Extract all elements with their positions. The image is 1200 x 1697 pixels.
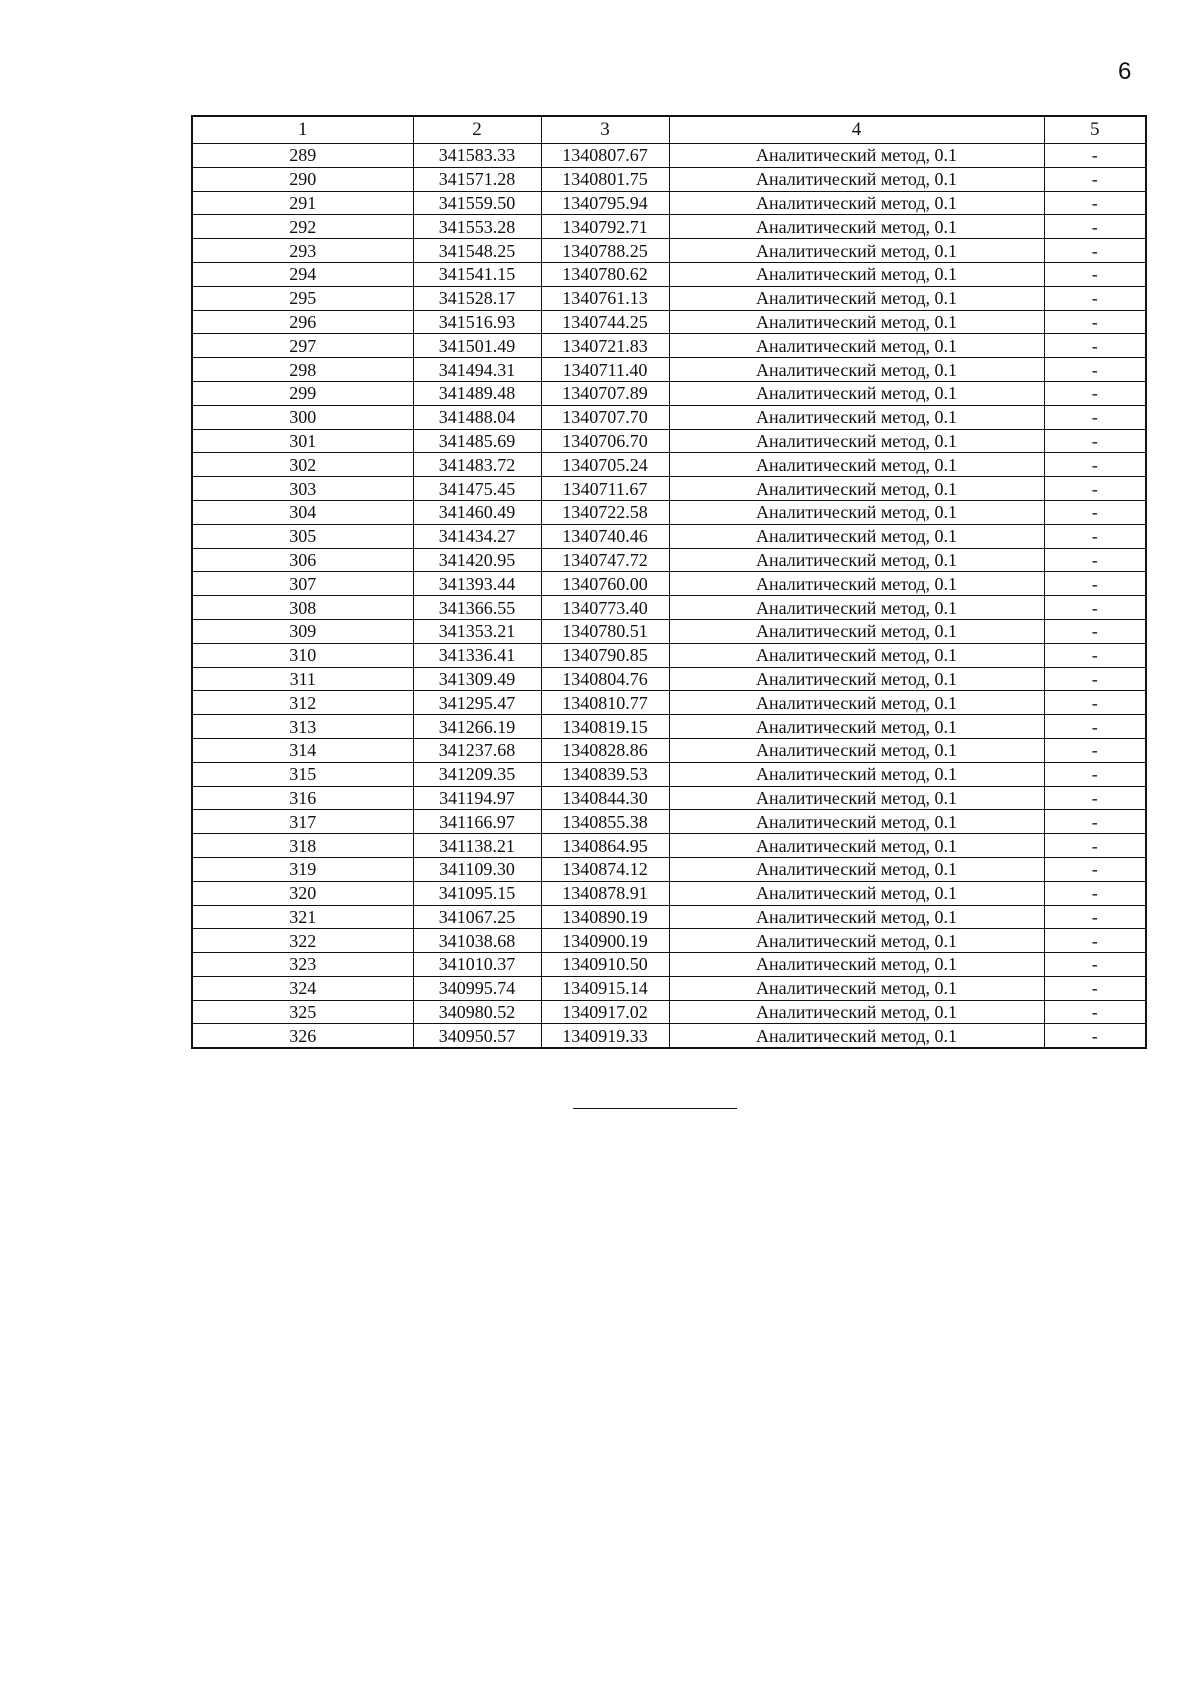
table-row (192, 619, 1146, 643)
cell-note: - (1044, 144, 1146, 168)
table-row (192, 881, 1146, 905)
cell-coordinate-x: 341336.41 (413, 643, 541, 667)
cell-method-accuracy: Аналитический метод, 0.1 (669, 358, 1044, 382)
table-row (192, 953, 1146, 977)
table-header-row (192, 116, 1146, 144)
coordinates-table (191, 115, 1147, 1049)
cell-coordinate-x: 341038.68 (413, 929, 541, 953)
cell-coordinate-x: 341501.49 (413, 334, 541, 358)
cell-coordinate-y: 1340890.19 (541, 905, 669, 929)
table-row (192, 786, 1146, 810)
cell-coordinate-x: 341516.93 (413, 310, 541, 334)
cell-note: - (1044, 524, 1146, 548)
table-row (192, 905, 1146, 929)
cell-note: - (1044, 619, 1146, 643)
table-row (192, 1024, 1146, 1048)
table-row (192, 167, 1146, 191)
cell-coordinate-x: 340980.52 (413, 1000, 541, 1024)
table-row (192, 239, 1146, 263)
cell-method-accuracy: Аналитический метод, 0.1 (669, 262, 1044, 286)
cell-coordinate-y: 1340788.25 (541, 239, 669, 263)
table-row (192, 477, 1146, 501)
cell-coordinate-x: 341460.49 (413, 500, 541, 524)
cell-point-number: 301 (192, 429, 413, 453)
cell-coordinate-x: 341309.49 (413, 667, 541, 691)
cell-coordinate-y: 1340780.62 (541, 262, 669, 286)
cell-point-number: 294 (192, 262, 413, 286)
cell-note: - (1044, 667, 1146, 691)
table-row (192, 643, 1146, 667)
cell-note: - (1044, 167, 1146, 191)
cell-coordinate-x: 341494.31 (413, 358, 541, 382)
cell-point-number: 293 (192, 239, 413, 263)
cell-coordinate-x: 341295.47 (413, 691, 541, 715)
table-row (192, 929, 1146, 953)
cell-coordinate-x: 341553.28 (413, 215, 541, 239)
cell-coordinate-y: 1340807.67 (541, 144, 669, 168)
table-row (192, 834, 1146, 858)
cell-coordinate-y: 1340915.14 (541, 976, 669, 1000)
cell-coordinate-y: 1340828.86 (541, 738, 669, 762)
cell-method-accuracy: Аналитический метод, 0.1 (669, 667, 1044, 691)
cell-note: - (1044, 405, 1146, 429)
table-row (192, 715, 1146, 739)
cell-coordinate-y: 1340711.67 (541, 477, 669, 501)
cell-point-number: 300 (192, 405, 413, 429)
cell-point-number: 325 (192, 1000, 413, 1024)
table-row (192, 191, 1146, 215)
cell-point-number: 296 (192, 310, 413, 334)
cell-method-accuracy: Аналитический метод, 0.1 (669, 953, 1044, 977)
table-row (192, 691, 1146, 715)
cell-point-number: 298 (192, 358, 413, 382)
cell-note: - (1044, 262, 1146, 286)
column-header-5: 5 (1044, 116, 1146, 144)
cell-point-number: 323 (192, 953, 413, 977)
cell-method-accuracy: Аналитический метод, 0.1 (669, 691, 1044, 715)
cell-coordinate-y: 1340760.00 (541, 572, 669, 596)
cell-coordinate-x: 341138.21 (413, 834, 541, 858)
cell-note: - (1044, 857, 1146, 881)
table-row (192, 358, 1146, 382)
cell-coordinate-y: 1340705.24 (541, 453, 669, 477)
cell-method-accuracy: Аналитический метод, 0.1 (669, 429, 1044, 453)
cell-method-accuracy: Аналитический метод, 0.1 (669, 405, 1044, 429)
cell-coordinate-x: 341488.04 (413, 405, 541, 429)
cell-point-number: 316 (192, 786, 413, 810)
cell-note: - (1044, 715, 1146, 739)
cell-method-accuracy: Аналитический метод, 0.1 (669, 191, 1044, 215)
cell-coordinate-y: 1340844.30 (541, 786, 669, 810)
cell-coordinate-x: 341541.15 (413, 262, 541, 286)
cell-point-number: 305 (192, 524, 413, 548)
cell-note: - (1044, 810, 1146, 834)
column-header-1: 1 (192, 116, 413, 144)
cell-point-number: 290 (192, 167, 413, 191)
cell-point-number: 320 (192, 881, 413, 905)
cell-point-number: 297 (192, 334, 413, 358)
cell-note: - (1044, 572, 1146, 596)
end-of-document-rule (573, 1108, 737, 1109)
cell-coordinate-x: 340950.57 (413, 1024, 541, 1048)
table-row (192, 429, 1146, 453)
table-row (192, 1000, 1146, 1024)
cell-note: - (1044, 738, 1146, 762)
cell-coordinate-x: 341095.15 (413, 881, 541, 905)
cell-coordinate-y: 1340722.58 (541, 500, 669, 524)
cell-coordinate-y: 1340773.40 (541, 596, 669, 620)
column-header-4: 4 (669, 116, 1044, 144)
cell-coordinate-y: 1340706.70 (541, 429, 669, 453)
cell-point-number: 295 (192, 286, 413, 310)
cell-coordinate-y: 1340919.33 (541, 1024, 669, 1048)
cell-note: - (1044, 762, 1146, 786)
table-row (192, 310, 1146, 334)
cell-method-accuracy: Аналитический метод, 0.1 (669, 619, 1044, 643)
cell-note: - (1044, 191, 1146, 215)
cell-note: - (1044, 477, 1146, 501)
cell-coordinate-x: 341166.97 (413, 810, 541, 834)
cell-coordinate-x: 341559.50 (413, 191, 541, 215)
table-row (192, 548, 1146, 572)
cell-method-accuracy: Аналитический метод, 0.1 (669, 524, 1044, 548)
cell-method-accuracy: Аналитический метод, 0.1 (669, 144, 1044, 168)
cell-method-accuracy: Аналитический метод, 0.1 (669, 453, 1044, 477)
cell-note: - (1044, 429, 1146, 453)
cell-coordinate-x: 341489.48 (413, 381, 541, 405)
cell-point-number: 326 (192, 1024, 413, 1048)
cell-point-number: 303 (192, 477, 413, 501)
cell-note: - (1044, 381, 1146, 405)
cell-method-accuracy: Аналитический метод, 0.1 (669, 286, 1044, 310)
column-header-2: 2 (413, 116, 541, 144)
table-row (192, 667, 1146, 691)
cell-note: - (1044, 834, 1146, 858)
cell-coordinate-y: 1340804.76 (541, 667, 669, 691)
cell-method-accuracy: Аналитический метод, 0.1 (669, 381, 1044, 405)
cell-method-accuracy: Аналитический метод, 0.1 (669, 834, 1044, 858)
cell-point-number: 314 (192, 738, 413, 762)
cell-coordinate-y: 1340839.53 (541, 762, 669, 786)
cell-note: - (1044, 905, 1146, 929)
cell-method-accuracy: Аналитический метод, 0.1 (669, 1000, 1044, 1024)
cell-coordinate-y: 1340900.19 (541, 929, 669, 953)
cell-coordinate-x: 341209.35 (413, 762, 541, 786)
cell-point-number: 299 (192, 381, 413, 405)
table-row (192, 334, 1146, 358)
cell-point-number: 302 (192, 453, 413, 477)
table-row (192, 215, 1146, 239)
cell-note: - (1044, 953, 1146, 977)
cell-method-accuracy: Аналитический метод, 0.1 (669, 857, 1044, 881)
cell-coordinate-x: 341571.28 (413, 167, 541, 191)
cell-coordinate-y: 1340855.38 (541, 810, 669, 834)
cell-method-accuracy: Аналитический метод, 0.1 (669, 643, 1044, 667)
cell-point-number: 311 (192, 667, 413, 691)
cell-note: - (1044, 310, 1146, 334)
cell-coordinate-y: 1340917.02 (541, 1000, 669, 1024)
cell-point-number: 317 (192, 810, 413, 834)
cell-coordinate-y: 1340707.70 (541, 405, 669, 429)
table-row (192, 286, 1146, 310)
cell-coordinate-x: 341010.37 (413, 953, 541, 977)
table-row (192, 810, 1146, 834)
cell-coordinate-y: 1340819.15 (541, 715, 669, 739)
cell-coordinate-y: 1340910.50 (541, 953, 669, 977)
cell-coordinate-y: 1340795.94 (541, 191, 669, 215)
table-row (192, 572, 1146, 596)
cell-method-accuracy: Аналитический метод, 0.1 (669, 239, 1044, 263)
cell-method-accuracy: Аналитический метод, 0.1 (669, 786, 1044, 810)
cell-point-number: 307 (192, 572, 413, 596)
cell-point-number: 309 (192, 619, 413, 643)
cell-method-accuracy: Аналитический метод, 0.1 (669, 215, 1044, 239)
cell-method-accuracy: Аналитический метод, 0.1 (669, 1024, 1044, 1048)
table-row (192, 524, 1146, 548)
cell-coordinate-x: 341420.95 (413, 548, 541, 572)
cell-point-number: 308 (192, 596, 413, 620)
cell-coordinate-x: 341194.97 (413, 786, 541, 810)
cell-method-accuracy: Аналитический метод, 0.1 (669, 334, 1044, 358)
table-row (192, 976, 1146, 1000)
cell-note: - (1044, 1000, 1146, 1024)
column-header-3: 3 (541, 116, 669, 144)
cell-coordinate-y: 1340874.12 (541, 857, 669, 881)
cell-coordinate-x: 341366.55 (413, 596, 541, 620)
cell-coordinate-x: 341528.17 (413, 286, 541, 310)
cell-coordinate-x: 341483.72 (413, 453, 541, 477)
cell-note: - (1044, 358, 1146, 382)
cell-point-number: 318 (192, 834, 413, 858)
cell-point-number: 313 (192, 715, 413, 739)
cell-coordinate-x: 341237.68 (413, 738, 541, 762)
page-number: 6 (1118, 58, 1132, 85)
cell-coordinate-y: 1340707.89 (541, 381, 669, 405)
cell-point-number: 324 (192, 976, 413, 1000)
cell-point-number: 291 (192, 191, 413, 215)
cell-point-number: 315 (192, 762, 413, 786)
cell-method-accuracy: Аналитический метод, 0.1 (669, 810, 1044, 834)
cell-note: - (1044, 453, 1146, 477)
cell-point-number: 289 (192, 144, 413, 168)
cell-coordinate-y: 1340740.46 (541, 524, 669, 548)
cell-method-accuracy: Аналитический метод, 0.1 (669, 881, 1044, 905)
cell-method-accuracy: Аналитический метод, 0.1 (669, 929, 1044, 953)
cell-coordinate-y: 1340801.75 (541, 167, 669, 191)
cell-point-number: 312 (192, 691, 413, 715)
cell-coordinate-y: 1340790.85 (541, 643, 669, 667)
table-row (192, 405, 1146, 429)
cell-coordinate-y: 1340761.13 (541, 286, 669, 310)
table-row (192, 262, 1146, 286)
cell-note: - (1044, 976, 1146, 1000)
cell-note: - (1044, 881, 1146, 905)
cell-method-accuracy: Аналитический метод, 0.1 (669, 310, 1044, 334)
cell-method-accuracy: Аналитический метод, 0.1 (669, 762, 1044, 786)
cell-point-number: 321 (192, 905, 413, 929)
cell-coordinate-x: 341475.45 (413, 477, 541, 501)
cell-coordinate-x: 341393.44 (413, 572, 541, 596)
cell-point-number: 310 (192, 643, 413, 667)
table-row (192, 596, 1146, 620)
cell-method-accuracy: Аналитический метод, 0.1 (669, 572, 1044, 596)
cell-point-number: 322 (192, 929, 413, 953)
table-row (192, 381, 1146, 405)
cell-note: - (1044, 596, 1146, 620)
cell-note: - (1044, 548, 1146, 572)
cell-note: - (1044, 500, 1146, 524)
cell-method-accuracy: Аналитический метод, 0.1 (669, 596, 1044, 620)
cell-coordinate-x: 341548.25 (413, 239, 541, 263)
cell-coordinate-y: 1340721.83 (541, 334, 669, 358)
cell-coordinate-y: 1340792.71 (541, 215, 669, 239)
table-row (192, 857, 1146, 881)
cell-coordinate-x: 341067.25 (413, 905, 541, 929)
cell-note: - (1044, 215, 1146, 239)
cell-point-number: 304 (192, 500, 413, 524)
cell-coordinate-y: 1340864.95 (541, 834, 669, 858)
cell-note: - (1044, 286, 1146, 310)
table-row (192, 762, 1146, 786)
cell-point-number: 319 (192, 857, 413, 881)
cell-note: - (1044, 691, 1146, 715)
cell-coordinate-y: 1340711.40 (541, 358, 669, 382)
cell-point-number: 292 (192, 215, 413, 239)
table-body (192, 144, 1146, 1049)
cell-method-accuracy: Аналитический метод, 0.1 (669, 500, 1044, 524)
cell-note: - (1044, 334, 1146, 358)
cell-coordinate-y: 1340780.51 (541, 619, 669, 643)
cell-method-accuracy: Аналитический метод, 0.1 (669, 738, 1044, 762)
cell-method-accuracy: Аналитический метод, 0.1 (669, 905, 1044, 929)
cell-method-accuracy: Аналитический метод, 0.1 (669, 976, 1044, 1000)
cell-method-accuracy: Аналитический метод, 0.1 (669, 167, 1044, 191)
cell-coordinate-y: 1340747.72 (541, 548, 669, 572)
cell-coordinate-x: 341109.30 (413, 857, 541, 881)
cell-note: - (1044, 239, 1146, 263)
cell-coordinate-x: 341583.33 (413, 144, 541, 168)
table-row (192, 500, 1146, 524)
cell-note: - (1044, 1024, 1146, 1048)
cell-method-accuracy: Аналитический метод, 0.1 (669, 715, 1044, 739)
cell-note: - (1044, 929, 1146, 953)
cell-coordinate-y: 1340744.25 (541, 310, 669, 334)
cell-note: - (1044, 786, 1146, 810)
cell-coordinate-y: 1340878.91 (541, 881, 669, 905)
table-row (192, 144, 1146, 168)
table-row (192, 453, 1146, 477)
cell-coordinate-x: 341266.19 (413, 715, 541, 739)
cell-coordinate-x: 340995.74 (413, 976, 541, 1000)
cell-point-number: 306 (192, 548, 413, 572)
cell-coordinate-y: 1340810.77 (541, 691, 669, 715)
cell-method-accuracy: Аналитический метод, 0.1 (669, 548, 1044, 572)
cell-note: - (1044, 643, 1146, 667)
cell-coordinate-x: 341434.27 (413, 524, 541, 548)
cell-coordinate-x: 341353.21 (413, 619, 541, 643)
cell-coordinate-x: 341485.69 (413, 429, 541, 453)
table-row (192, 738, 1146, 762)
cell-method-accuracy: Аналитический метод, 0.1 (669, 477, 1044, 501)
